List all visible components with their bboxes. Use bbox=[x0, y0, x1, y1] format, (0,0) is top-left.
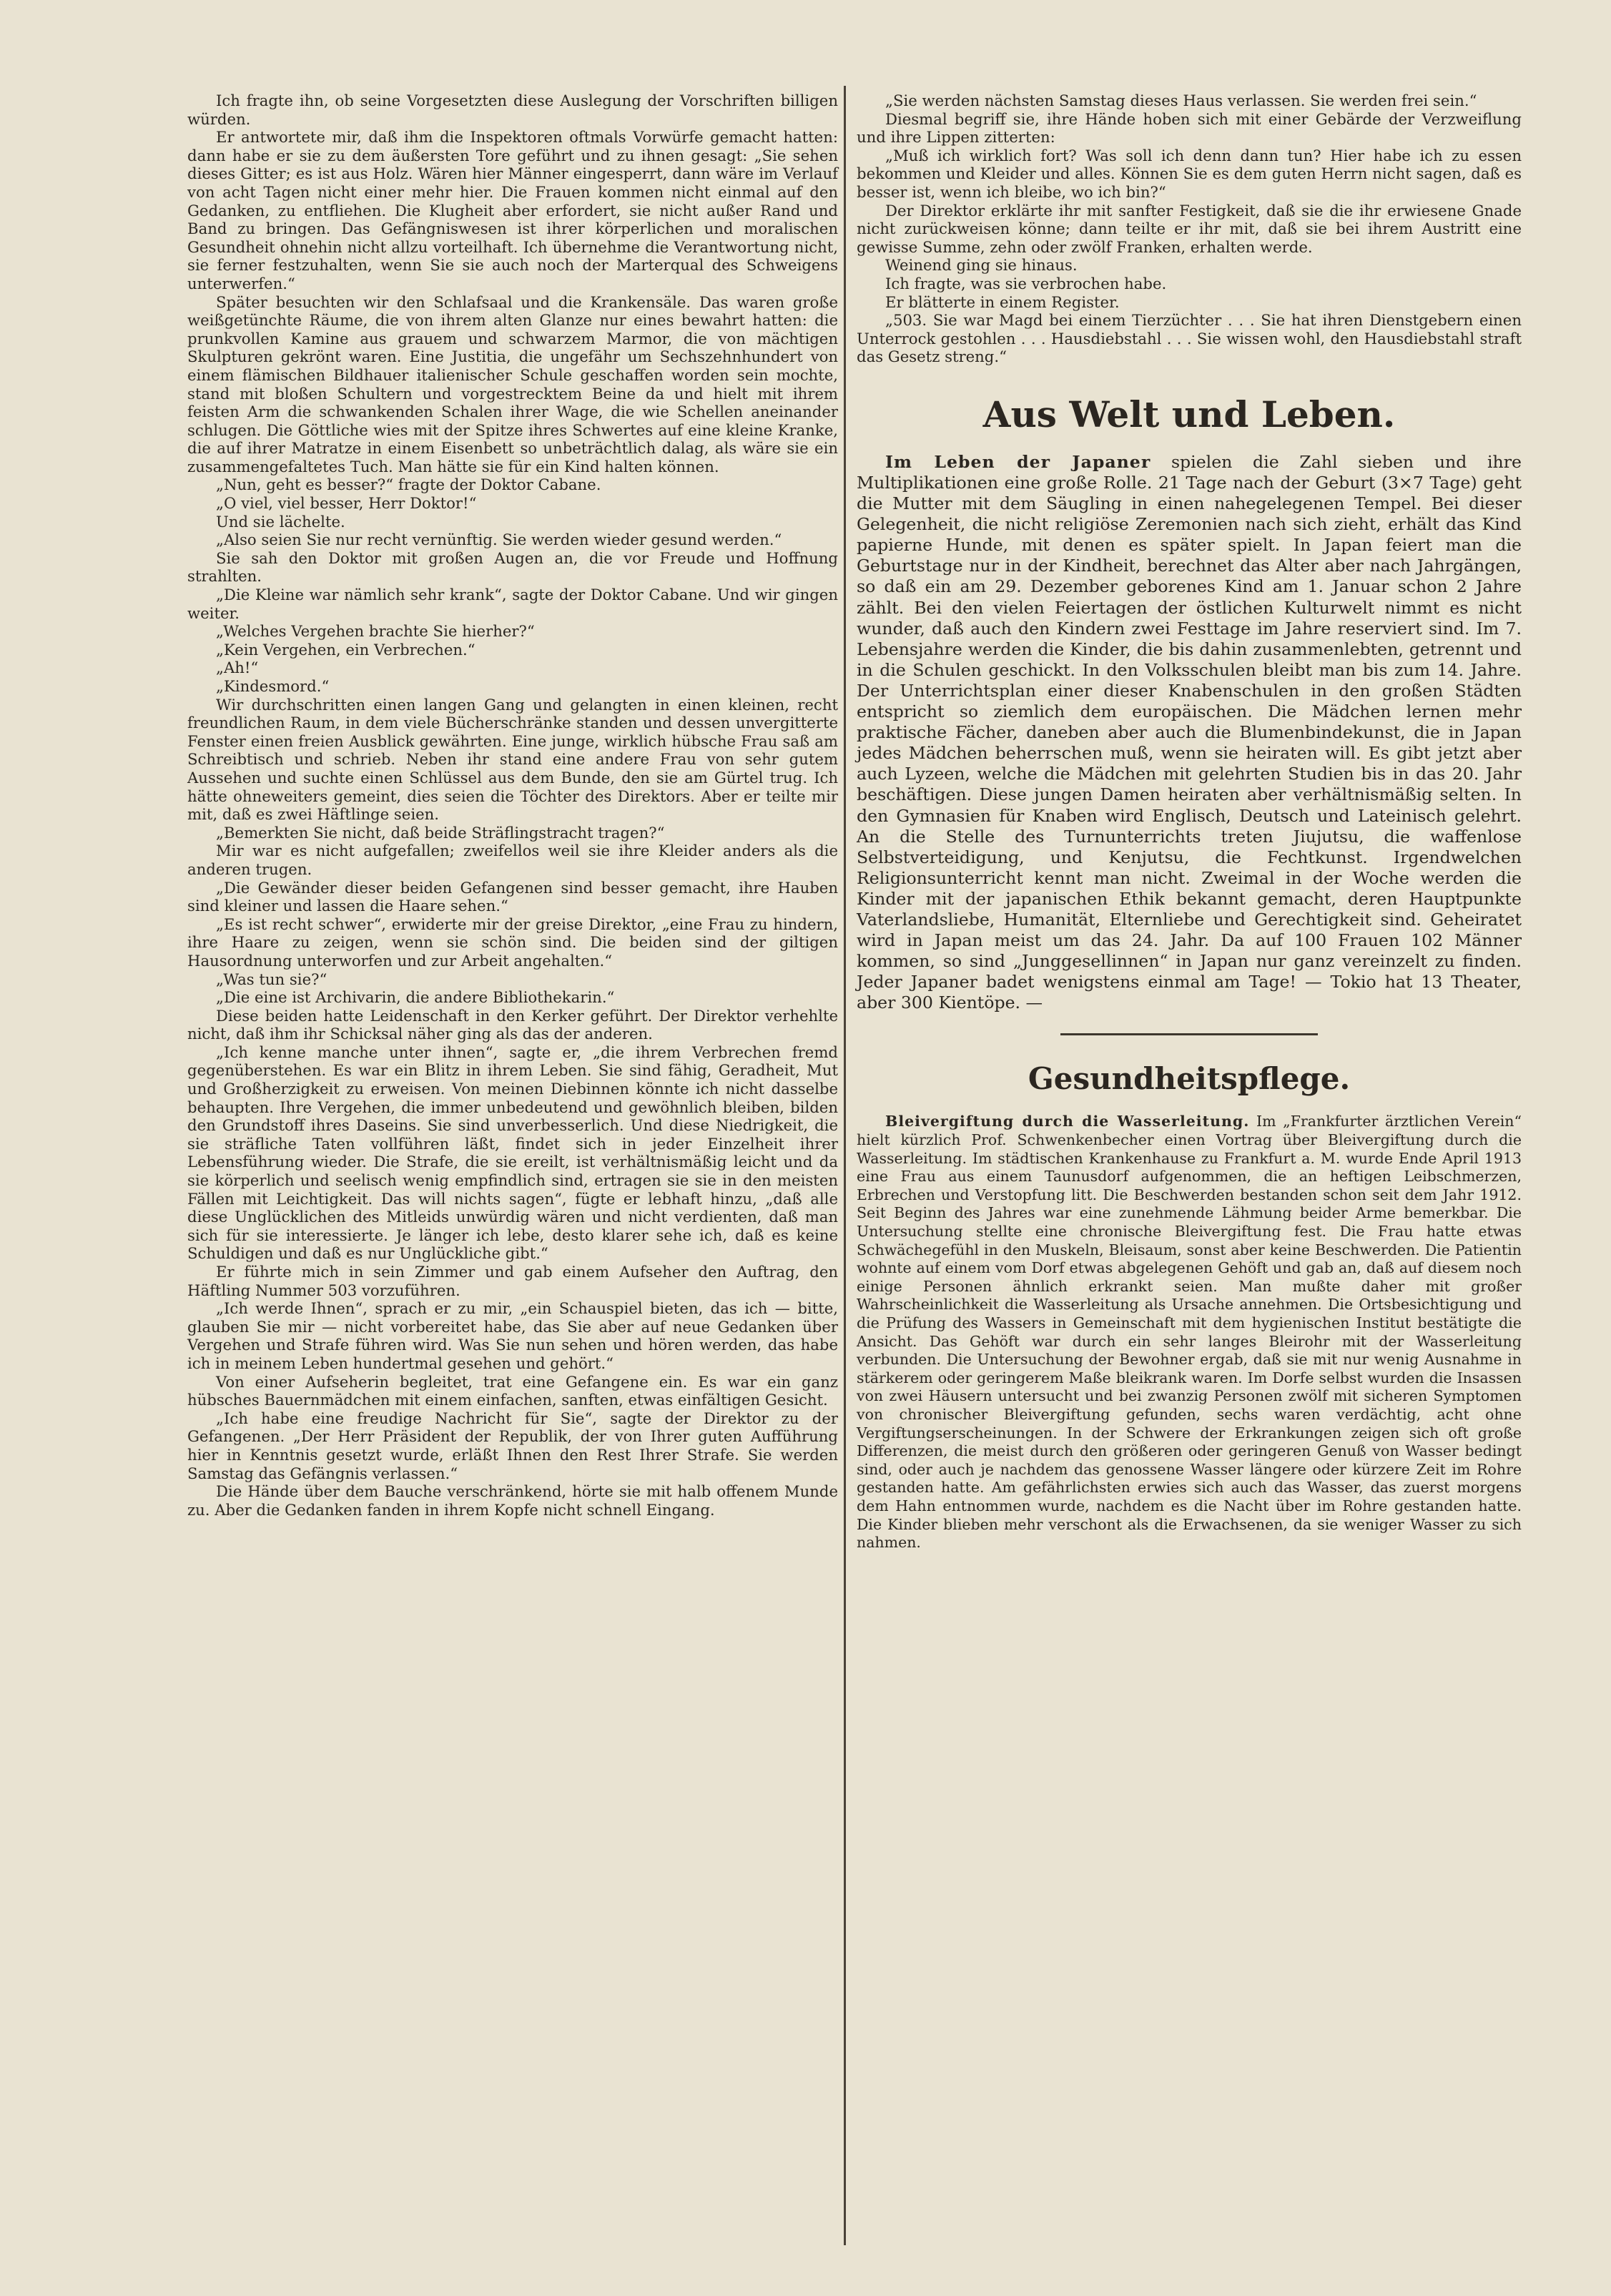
section-heading-aus-welt-und-leben: Aus Welt und Leben. bbox=[982, 393, 1396, 435]
paragraph: „Nun, geht es besser?“ fragte der Doktor Cabane. bbox=[216, 476, 601, 494]
paragraph: Der Direktor erklärte ihr mit sanfter Festigkeit, daß sie die ihr erwiesene Gnade nicht zurückweisen könne; dann teilte er ihr mit, daß sie bei ihrem Austritt eine gewisse Summe, zehn oder zwölf Franken, erhalten werde. bbox=[857, 201, 1522, 256]
paragraph: „Kein Vergehen, ein Verbrechen.“ bbox=[216, 640, 476, 659]
paragraph: „Also seien Sie nur recht vernünftig. Sie werden wieder gesund werden.“ bbox=[216, 531, 782, 549]
paragraph: „Ich kenne manche unter ihnen“, sagte er, „die ihrem Verbrechen fremd gegenüberstehen. Es war ein Blitz in ihrem Leben. Sie sind fähig, Geradheit, Mut und Großherzigkeit zu erweisen. Von meinen Diebinnen könnte ich nicht dasselbe behaupten. Ihre Vergehen, die immer unbedeutend und gewöhnlich bleiben, bilden den Grundstoff ihres Daseins. Sie sind unverbesserlich. Und diese Niedrigkeit, die sie sträfliche Taten vollführen läßt, findet sich in jeder Einzelheit ihrer Lebensführung wieder. Die Strafe, die sie ereilt, ist verhältnismäßig leicht und da sie körperlich und seelisch wenig empfindlich sind, ertragen sie sie in den meisten Fällen mit Leichtigkeit. Das will nichts sagen“, fügte er lebhaft hinzu, „daß alle diese Unglücklichen des Mitleids unwürdig wären und nicht verdienten, daß man sich für sie interessierte. Je länger ich lebe, desto klarer sehe ich, daß es keine Schuldigen und daß es nur Unglückliche gibt.“ bbox=[187, 1043, 838, 1263]
paragraph: Wir durchschritten einen langen Gang und gelangten in einen kleinen, recht freundlichen Raum, in dem viele Bücherschränke standen und dessen unvergitterte Fenster einen freien Ausblick gewährten. Eine junge, wirklich hübsche Frau saß am Schreibtisch und schrieb. Neben ihr stand eine andere Frau von sehr gutem Aussehen und suchte einen Schlüssel aus dem Bunde, den sie am Gürtel trug. Ich hätte ohneweiters gemeint, dies seien die Töchter des Direktors. Aber er teilte mir mit, daß es zwei Häftlinge seien. bbox=[187, 695, 838, 824]
paragraph: „503. Sie war Magd bei einem Tierzüchter . . . Sie hat ihren Dienstgebern einen Unterrock gestohlen . . . Hausdiebstahl . . . Sie wissen wohl, den Hausdiebstahl straft das Gesetz streng.“ bbox=[857, 311, 1522, 366]
paragraph: „Die Kleine war nämlich sehr krank“, sagte der Doktor Cabane. Und wir gingen weiter. bbox=[187, 586, 838, 622]
paragraph: „O viel, viel besser, Herr Doktor!“ bbox=[216, 494, 477, 513]
paragraph: Von einer Aufseherin begleitet, trat eine Gefangene ein. Es war ein ganz hübsches Bauernmädchen mit einem einfachen, sanften, etwas einfältigen Gesicht. bbox=[187, 1372, 838, 1409]
paragraph: Sie sah den Doktor mit großen Augen an, die vor Freude und Hoffnung strahlten. bbox=[187, 548, 838, 586]
article-lead: Bleivergiftung durch die Wasserleitung. bbox=[885, 1113, 1250, 1130]
article-japaner bbox=[857, 452, 1522, 1014]
section-heading-gesundheitspflege: Gesundheitspflege. bbox=[1028, 1061, 1351, 1097]
paragraph: „Sie werden nächsten Samstag dieses Haus verlassen. Sie werden frei sein.“ bbox=[885, 92, 1477, 109]
paragraph: Ich fragte, was sie verbrochen habe. bbox=[885, 274, 1167, 292]
paragraph: „Die eine ist Archivarin, die andere Bibliothekarin.“ bbox=[216, 988, 615, 1007]
article-body: Im „Frankfurter ärztlichen Verein“ hielt kürzlich Prof. Schwenkenbecher einen Vortrag über Bleivergiftung durch die Wasserleitung. Im städtischen Krankenhause zu Frankfurt a. M. wurde Ende April 1913 eine Frau aus einem Taunusdorf aufgenommen, die an heftigen Leibschmerzen, Erbrechen und Verstopfung litt. Die Beschwerden bestanden schon seit dem Jahr 1912. Seit Beginn des Jahres war eine zunehmende Lähmung beider Arme bemerkbar. Die Untersuchung stellte eine chronische Bleivergiftung fest. Die Frau hatte etwas Schwächegefühl in den Muskeln, Bleisaum, sonst aber keine Beschwerden. Die Patientin wohnte auf einem vom Dorf etwas abgelegenen Gehöft und gab an, daß auf diesem noch einige Personen ähnlich erkrankt seien. Man mußte daher mit großer Wahrscheinlichkeit die Wasserleitung als Ursache annehmen. Die Ortsbesichtigung und die Prüfung des Wassers in Gemeinschaft mit dem hygienischen Institut bestätigte die Ansicht. Das Gehöft war durch ein sehr langes Bleirohr mit der Wasserleitung verbunden. Die Untersuchung der Bewohner ergab, daß sie mit nur wenig Ausnahme in stärkerem oder geringerem Maße bleikrank waren. Im Dorfe selbst wurden die Insassen von zwei Häusern untersucht und bei zwanzig Personen zwölf mit sicheren Symptomen von chronischer Bleivergiftung gefunden, sechs waren verdächtig, acht ohne Vergiftungserscheinungen. In der Schwere der Erkrankungen zeigen sich oft große Differenzen, die meist durch den größeren oder geringeren Genuß von Wasser bedingt sind, oder auch je nachdem das genossene Wasser längere oder kürzere Zeit im Rohre gestanden hatte. Am gefährlichsten erwies sich auch das Wasser, das zuerst morgens dem Hahn entnommen wurde, nachdem es die Nacht über im Rohre gestanden hatte. Die Kinder blieben mehr verschont als die Erwachsenen, da sie weniger Wasser zu sich nahmen. bbox=[857, 1113, 1522, 1552]
section-separator bbox=[1060, 1033, 1318, 1035]
paragraph: „Welches Vergehen brachte Sie hierher?“ bbox=[216, 622, 535, 641]
paragraph: „Die Gewänder dieser beiden Gefangenen sind besser gemacht, ihre Hauben sind kleiner und lassen die Haare sehen.“ bbox=[187, 878, 838, 915]
article-body: spielen die Zahl sieben und ihre Multiplikationen eine große Rolle. 21 Tage nach der Geburt (3×7 Tage) geht die Mutter mit dem Säugling in einen nahegelegenen Tempel. Bei dieser Gelegenheit, die nicht religiöse Zeremonien nach sich zieht, erhält das Kind papierne Hunde, mit denen es später spielt. In Japan feiert man die Geburtstage nur in der Kindheit, berechnet das Alter aber nach Jahrgängen, so daß ein am 29. Dezember geborenes Kind am 1. Januar schon 2 Jahre zählt. Bei den vielen Feiertagen der östlichen Kulturwelt nimmt es nicht wunder, daß auch den Kindern zwei Festtage im Jahre reserviert sind. Im 7. Lebensjahre werden die Kinder, die bis dahin zusammenlebten, getrennt und in die Schulen geschickt. In den Volksschulen bleibt man bis zum 14. Jahre. Der Unterrichtsplan einer dieser Knabenschulen in den großen Städten entspricht so ziemlich dem europäischen. Die Mädchen lernen mehr praktische Fächer, daneben aber auch die Blumenbindekunst, die in Japan jedes Mädchen beherrschen muß, wenn sie heiraten will. Es gibt jetzt aber auch Lyzeen, welche die Mädchen mit gelehrten Studien bis in das 20. Jahr beschäftigen. Diese jungen Damen heiraten aber verhältnismäßig selten. In den Gymnasien für Knaben wird Englisch, Deutsch und Lateinisch gelehrt. An die Stelle des Turnunterrichts treten Jiujutsu, die waffenlose Selbstverteidigung, und Kenjutsu, die Fechtkunst. Irgendwelchen Religionsunterricht kennt man nicht. Zweimal in der Woche werden die Kinder mit der japanischen Ethik bekannt gemacht, deren Hauptpunkte Vaterlandsliebe, Humanität, Elternliebe und Gerechtigkeit sind. Geheiratet wird in Japan meist um das 24. Jahr. Da auf 100 Frauen 102 Männer kommen, so sind „Junggesellinnen“ in Japan nur ganz vereinzelt zu finden. Jeder Japaner badet wenigstens einmal am Tage! — Tokio hat 13 Theater, aber 300 Kientöpe. — bbox=[857, 451, 1522, 1013]
column-divider bbox=[844, 86, 846, 2245]
paragraph: Die Hände über dem Bauche verschränkend, hörte sie mit halb offenem Munde zu. Aber die Gedanken fanden in ihrem Kopfe nicht schnell Eingang. bbox=[187, 1482, 838, 1519]
paragraph: Diese beiden hatte Leidenschaft in den Kerker geführt. Der Direktor verhehlte nicht, daß ihm ihr Schicksal näher ging als das der anderen. bbox=[187, 1006, 838, 1043]
paragraph: Er führte mich in sein Zimmer und gab einem Aufseher den Auftrag, den Häftling Nummer 503 vorzuführen. bbox=[187, 1263, 838, 1299]
paragraph: „Was tun sie?“ bbox=[216, 970, 327, 988]
paragraph: Er blätterte in einem Register. bbox=[885, 292, 1120, 311]
paragraph: „Ich werde Ihnen“, sprach er zu mir, „ein Schauspiel bieten, das ich — bitte, glauben Sie mir — nicht vorbereitet habe, das Sie aber auf neue Gedanken über Vergehen und Strafe führen wird. Was Sie nun sehen und hören werden, das habe ich in meinem Leben hundertmal gesehen und gehört.“ bbox=[187, 1299, 838, 1372]
paragraph: „Bemerkten Sie nicht, daß beide Sträflingstracht tragen?“ bbox=[216, 823, 665, 842]
paragraph: „Ich habe eine freudige Nachricht für Sie“, sagte der Direktor zu der Gefangenen. „Der Herr Präsident der Republik, der von Ihrer guten Aufführung hier in Kenntnis gesetzt wurde, erläßt Ihnen den Rest Ihrer Strafe. Sie werden Samstag das Gefängnis verlassen.“ bbox=[187, 1409, 838, 1482]
article-bleivergiftung bbox=[857, 1113, 1522, 1552]
left-column bbox=[187, 92, 838, 1519]
paragraph: Ich fragte ihn, ob seine Vorgesetzten diese Auslegung der Vorschriften billigen würden. bbox=[187, 92, 838, 128]
paragraph: Mir war es nicht aufgefallen; zweifellos weil sie ihre Kleider anders als die anderen trugen. bbox=[187, 842, 838, 878]
paragraph: Und sie lächelte. bbox=[216, 512, 345, 531]
paragraph: „Ah!“ bbox=[216, 659, 259, 677]
paragraph: „Muß ich wirklich fort? Was soll ich denn dann tun? Hier habe ich zu essen bekommen und Kleider und alles. Können Sie es dem guten Herrn nicht sagen, daß es besser ist, wenn ich bleibe, wo ich bin?“ bbox=[857, 146, 1522, 201]
paragraph: Er antwortete mir, daß ihm die Inspektoren oftmals Vorwürfe gemacht hatten: dann habe er sie zu dem äußersten Tore geführt und zu ihnen gesagt: „Sie sehen dieses Gitter; es ist aus Holz. Wären hier Männer eingesperrt, dann wäre im Verlauf von acht Tagen nicht einer mehr hier. Die Frauen kommen nicht einmal auf den Gedanken, zu entfliehen. Die Klugheit aber erfordert, sie nicht außer Rand und Band zu bringen. Das Gefängniswesen ist ihrer körperlichen und moralischen Gesundheit ohnehin nicht allzu vorteilhaft. Ich übernehme die Verantwortung nicht, sie ferner festzuhalten, wenn Sie sie auch noch der Marterqual des Schweigens unterwerfen.“ bbox=[187, 128, 838, 292]
right-column bbox=[857, 92, 1522, 1552]
paragraph: „Es ist recht schwer“, erwiderte mir der greise Direktor, „eine Frau zu hindern, ihre Haare zu zeigen, wenn sie schön sind. Die beiden sind der giltigen Hausordnung unterworfen und zur Arbeit angehalten.“ bbox=[187, 915, 838, 970]
paragraph: Später besuchten wir den Schlafsaal und die Krankensäle. Das waren große weißgetünchte Räume, die von ihrem alten Glanze nur eines bewahrt hatten: die prunkvollen Kamine aus grauem und schwarzem Marmor, die von mächtigen Skulpturen gekrönt waren. Eine Justitia, die ungefähr um Sechszehnhundert von einem flämischen Bildhauer italienischer Schule geschaffen worden sein mochte, stand mit bloßen Schultern und vorgestrecktem Beine da und hielt mit ihrem feisten Arm die schwankenden Schalen ihrer Wage, die wie Schellen aneinander schlugen. Die Göttliche wies mit der Spitze ihres Schwertes auf eine kleine Kranke, die auf ihrer Matratze in einem Eisenbett so unbeträchtlich dalag, als wäre sie ein zusammengefaltetes Tuch. Man hätte sie für ein Kind halten können. bbox=[187, 292, 838, 476]
paragraph: Weinend ging sie hinaus. bbox=[885, 256, 1078, 275]
paragraph: „Kindesmord.“ bbox=[216, 677, 330, 695]
article-lead: Im Leben der Japaner bbox=[885, 451, 1151, 472]
paragraph: Diesmal begriff sie, ihre Hände hoben sich mit einer Gebärde der Verzweiflung und ihre Lippen zitterten: bbox=[857, 109, 1522, 147]
